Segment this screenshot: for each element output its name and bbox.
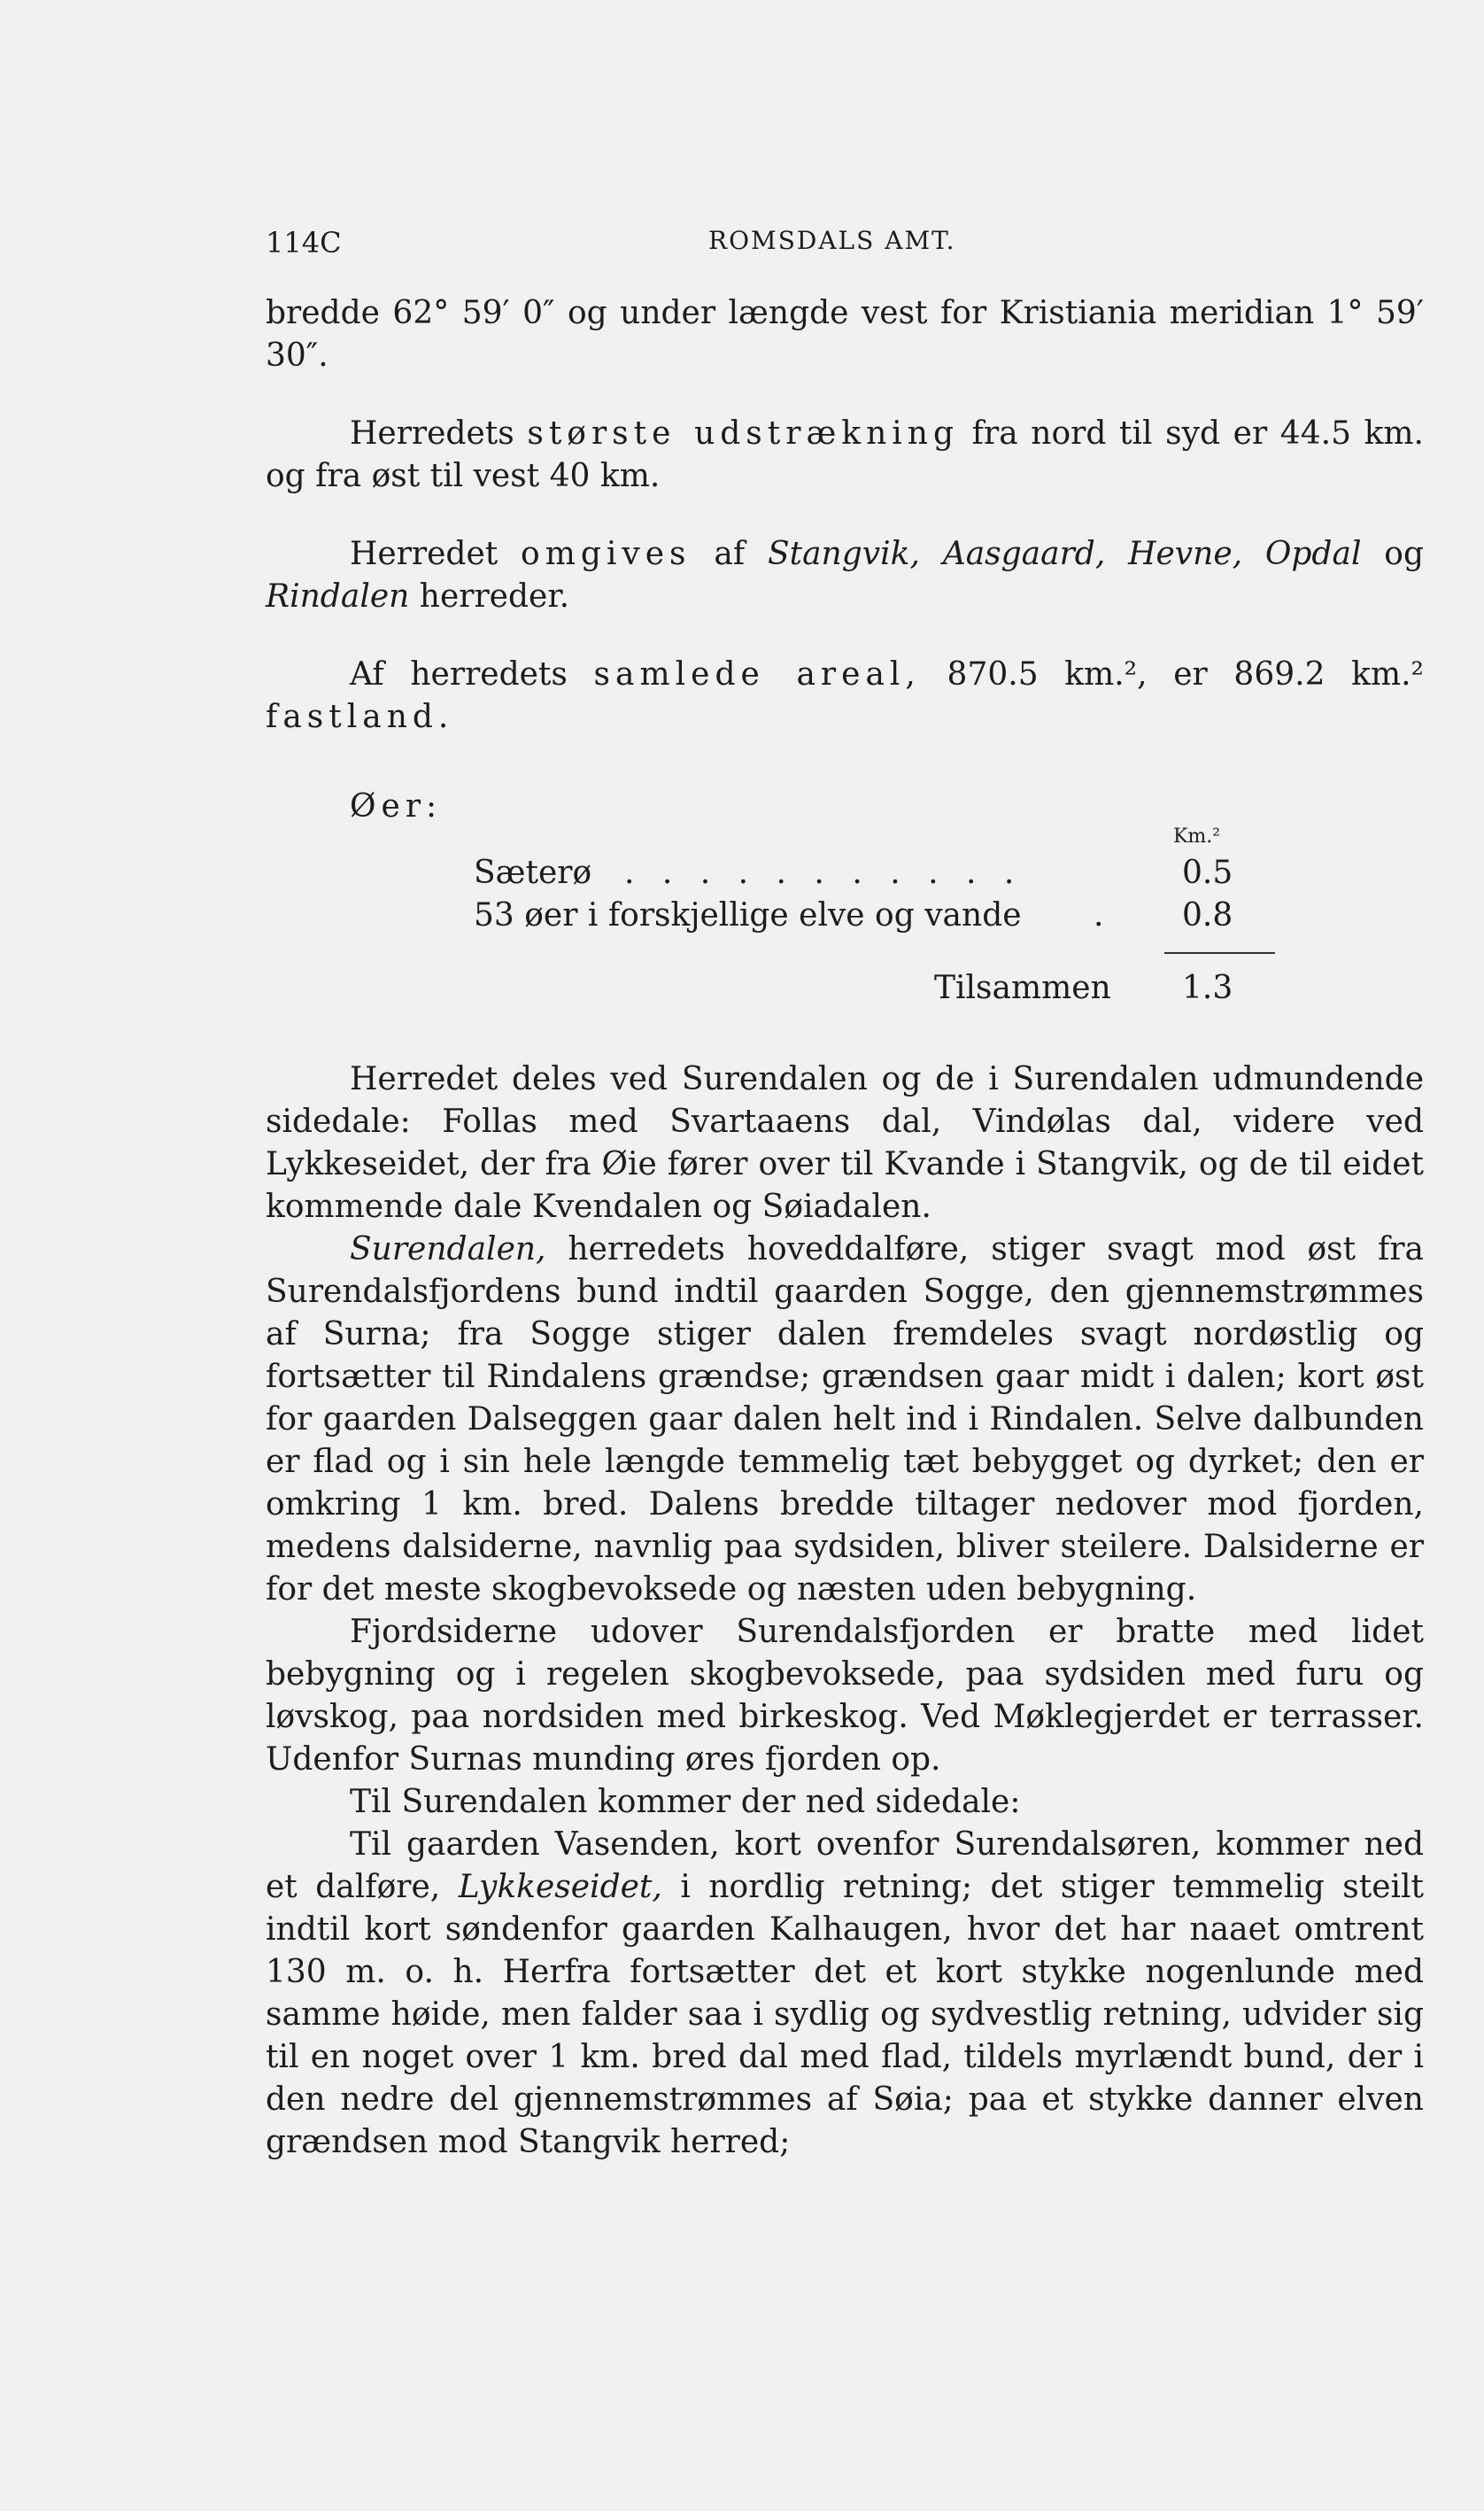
text-run: fra nord til syd er 44.5 km. og fra øst til vest 40 km. bbox=[266, 415, 1424, 494]
paragraph-coordinates: bredde 62° 59′ 0″ og under længde vest for Kristiania meridian 1° 59′ 30″. bbox=[266, 295, 1424, 374]
paragraph-side-valleys-intro: Til Surendalen kommer der ned sidedale: bbox=[350, 1784, 1021, 1820]
text-run: herreder. bbox=[409, 578, 570, 615]
total-label: Tilsammen bbox=[934, 970, 1111, 1006]
text-run: Af herredets bbox=[350, 656, 594, 693]
paragraph-valleys: Herredet deles ved Surendalen og de i Surendalen udmundende sidedale: Follas med Svartaaens dal, Vindølas dal, videre ved Lykkeseidet, der fra Øie fører over til Kvande i Stangvik, og de til eidet kommende dale Kvendalen og Søiadalen. bbox=[266, 1061, 1424, 1225]
text-run: i nordlig retning; det stiger temmelig steilt indtil kort søndenfor gaarden Kalhaugen, hvor det har naaet omtrent 130 m. o. h. Herfra fortsætter det et kort stykke nogenlunde med samme høide, men falder saa i sydlig og sydvestlig retning, udvider sig til en noget over 1 km. bred dal med flad, tildels myrlændt bund, der i den nedre del gjennemstrømmes af Søia; paa et stykke danner elven grændsen mod Stangvik herred; bbox=[266, 1869, 1424, 2160]
paragraph-extent bbox=[266, 413, 1424, 498]
islands-label: Øer: bbox=[350, 788, 443, 825]
running-title: ROMSDALS AMT. bbox=[708, 226, 956, 255]
page-header bbox=[266, 226, 1424, 268]
italic-place: Rindalen bbox=[266, 578, 410, 615]
page-number: 114C bbox=[266, 226, 342, 260]
body-section bbox=[266, 1058, 1424, 2164]
table-row bbox=[474, 897, 1271, 940]
leader-dots: . bbox=[1094, 897, 1113, 934]
island-name: Sæterø bbox=[474, 855, 592, 891]
paragraph-lykkeseidet bbox=[266, 1824, 1424, 2164]
italic-place: Lykkeseidet, bbox=[458, 1869, 662, 1905]
intro-section bbox=[266, 292, 1424, 739]
text-run: herredets hoveddalføre, stiger svagt mod øst fra Surendalsfjordens bund indtil gaarden Sogge, den gjennemstrømmes af Surna; fra Sogge stiger dalen fremdeles svagt nordøstlig og fortsætter til Rindalens grændse; grændsen gaar midt i dalen; kort øst for gaarden Dalseggen gaar dalen helt ind i Rindalen. Selve dalbunden er flad og i sin hele længde temmelig tæt bebygget og dyrket; den er omkring 1 km. bred. Dalens bredde tiltager nedover mod fjorden, medens dalsiderne, navnlig paa sydsiden, bliver steilere. Dalsiderne er for det meste skogbevoksede og næsten uden bebygning. bbox=[266, 1231, 1424, 1608]
paragraph-surendalen bbox=[266, 1228, 1424, 1611]
spaced-term: omgives bbox=[521, 536, 692, 572]
text-run: og bbox=[1361, 536, 1424, 572]
text-run: 870.5 km.², er 869.2 km.² bbox=[920, 656, 1424, 693]
spaced-term: samlede areal, bbox=[593, 656, 921, 693]
italic-place: Surendalen, bbox=[350, 1231, 546, 1267]
text-run: Herredets bbox=[350, 415, 528, 452]
paragraph-area bbox=[266, 654, 1424, 739]
table-row bbox=[474, 855, 1271, 897]
sum-rule bbox=[1164, 952, 1275, 954]
total-value: 1.3 bbox=[1182, 970, 1233, 1006]
text-run: af bbox=[691, 536, 768, 572]
unit-header: Km.² bbox=[1173, 825, 1221, 848]
spaced-term: største udstrækning bbox=[527, 415, 960, 452]
paragraph-fjord: Fjordsiderne udover Surendalsfjorden er bratte med lidet bebygning og i regelen skogbevoksede, paa sydsiden med furu og løvskog, paa nordsiden med birkeskog. Ved Møklegjerdet er terrasser. Udenfor Surnas munding øres fjorden op. bbox=[266, 1614, 1424, 1778]
text-run: Herredet bbox=[350, 536, 522, 572]
island-name: 53 øer i forskjellige elve og vande bbox=[474, 897, 1022, 934]
text-run: Til gaarden Vasenden, kort ovenfor Surendalsøren, kommer ned et dalføre, bbox=[266, 1826, 1424, 1905]
paragraph-borders bbox=[266, 533, 1424, 618]
island-area: 0.5 bbox=[1182, 855, 1233, 891]
spaced-term: fastland. bbox=[266, 699, 454, 735]
italic-places: Stangvik, Aasgaard, Hevne, Opdal bbox=[767, 536, 1362, 572]
leader-dots: . . . . . . . . . . . bbox=[624, 855, 1024, 891]
island-area: 0.8 bbox=[1182, 897, 1233, 934]
